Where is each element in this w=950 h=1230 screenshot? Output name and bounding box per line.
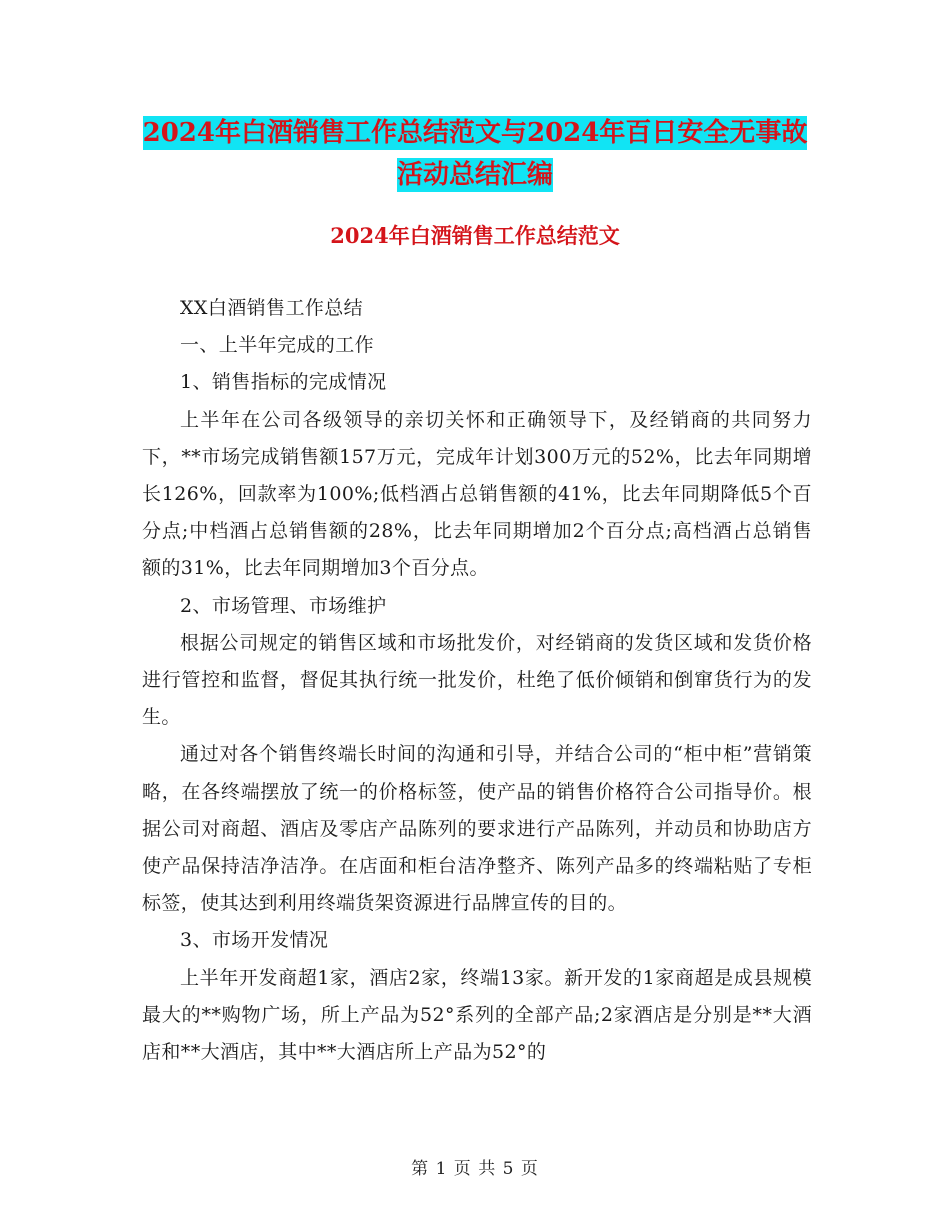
paragraph-heading: XX白酒销售工作总结: [180, 297, 364, 319]
paragraph-subheading: 2、市场管理、市场维护: [180, 594, 387, 617]
paragraph-subheading: 1、销售指标的完成情况: [180, 371, 387, 394]
paragraph: 根据公司规定的销售区域和市场批发价，对经销商的发货区域和发货价格进行管控和监督，督促其执行统一批发价，杜绝了低价倾销和倒窜货行为的发生。: [142, 631, 812, 729]
document-title-text: 2024年白酒销售工作总结范文与2024年百日安全无事故活动总结汇编: [142, 118, 808, 190]
paragraph: 上半年开发商超1家，酒店2家，终端13家。新开发的1家商超是成县规模最大的**购物广场，所上产品为52°系列的全部产品;2家酒店是分别是**大酒店和**大酒店，其中**大酒店所上产品为52°的: [142, 966, 812, 1064]
paragraph: 通过对各个销售终端长时间的沟通和引导，并结合公司的“柜中柜”营销策略，在各终端摆放了统一的价格标签，使产品的销售价格符合公司指导价。根据公司对商超、酒店及零店产品陈列的要求进行产品陈列，并动员和协助店方使产品保持洁净洁净。在店面和柜台洁净整齐、陈列产品多的终端粘贴了专柜标签，使其达到利用终端货架资源进行品牌宣传的目的。: [142, 743, 812, 915]
document-body: [142, 290, 812, 1071]
page-footer: 第 1 页 共 5 页: [411, 1159, 539, 1179]
document-title: [140, 112, 810, 196]
paragraph-subheading: 3、市场开发情况: [180, 929, 329, 952]
section-title: 2024年白酒销售工作总结范文: [330, 223, 620, 248]
paragraph: 上半年在公司各级领导的亲切关怀和正确领导下，及经销商的共同努力下，**市场完成销售额157万元，完成年计划300万元的52%，比去年同期增长126%，回款率为100%;低档酒占总销售额的41%，比去年同期降低5个百分点;中档酒占总销售额的28%，比去年同期增加2个百分点;高档酒占总销售额的31%，比去年同期增加3个百分点。: [142, 408, 812, 580]
paragraph-subheading: 一、上半年完成的工作: [180, 334, 375, 357]
